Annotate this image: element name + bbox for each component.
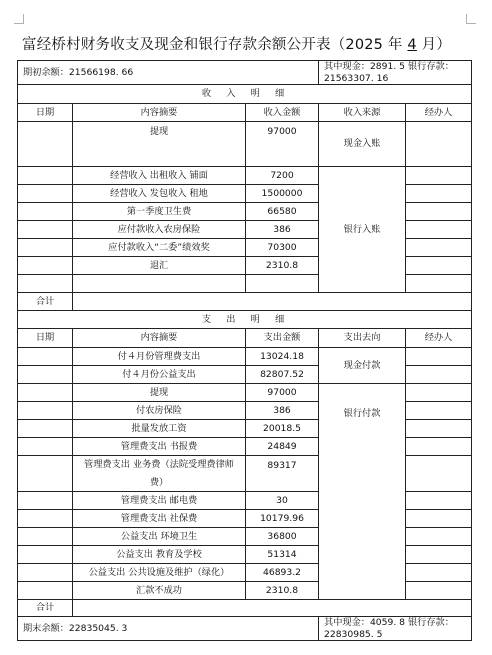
income-amount: 386 <box>246 221 319 239</box>
expense-handler-cell <box>406 384 472 402</box>
opening-balance-row <box>18 61 472 85</box>
income-handler-cell <box>406 257 472 275</box>
income-date-cell <box>18 122 73 167</box>
income-summary: 经营收入 发包收入 租地 <box>73 185 246 203</box>
income-col-summary: 内容摘要 <box>73 104 246 122</box>
expense-handler-cell <box>406 582 472 600</box>
income-handler-cell <box>406 221 472 239</box>
income-handler-cell <box>406 122 472 167</box>
finance-table <box>17 60 472 641</box>
income-summary: 退汇 <box>73 257 246 275</box>
income-source-cash: 现金入账 <box>319 122 406 167</box>
income-date-cell <box>18 239 73 257</box>
expense-date-cell <box>18 564 73 582</box>
expense-date-cell <box>18 492 73 510</box>
expense-date-cell <box>18 528 73 546</box>
income-row <box>18 167 472 185</box>
page-corner-mark-left <box>14 14 24 24</box>
income-date-cell <box>18 203 73 221</box>
income-date-cell <box>18 167 73 185</box>
expense-row <box>18 384 472 402</box>
expense-amount: 386 <box>246 402 319 420</box>
expense-handler-cell <box>406 564 472 582</box>
income-date-cell <box>18 257 73 275</box>
expense-handler-cell <box>406 456 472 492</box>
income-date-cell <box>18 221 73 239</box>
expense-summary: 管理费支出 邮电费 <box>73 492 246 510</box>
document-title <box>22 33 482 54</box>
expense-date-cell <box>18 456 73 492</box>
expense-date-cell <box>18 420 73 438</box>
expense-amount: 13024.18 <box>246 348 319 366</box>
income-total-row <box>18 293 472 311</box>
expense-handler-cell <box>406 420 472 438</box>
expense-summary: 付４月份公益支出 <box>73 366 246 384</box>
expense-summary: 汇款不成功 <box>73 582 246 600</box>
expense-date-cell <box>18 546 73 564</box>
income-summary: 第一季度卫生费 <box>73 203 246 221</box>
expense-handler-cell <box>406 402 472 420</box>
income-amount: 70300 <box>246 239 319 257</box>
expense-handler-cell <box>406 366 472 384</box>
income-handler-cell <box>406 203 472 221</box>
income-total-label: 合计 <box>18 293 73 311</box>
title-suffix: 月） <box>421 37 452 53</box>
income-col-amount: 收入金额 <box>246 104 319 122</box>
expense-date-cell <box>18 348 73 366</box>
income-col-source: 收入来源 <box>319 104 406 122</box>
income-summary: 提现 <box>73 122 246 167</box>
expense-col-amount: 支出金额 <box>246 329 319 348</box>
expense-amount: 2310.8 <box>246 582 319 600</box>
opening-balance: 期初余额：21566198. 66 <box>18 61 319 85</box>
title-prefix: 富经桥村财务收支及现金和银行存款余额公开表（2025 年 <box>22 37 403 53</box>
expense-amount: 82807.52 <box>246 366 319 384</box>
income-date-cell <box>18 275 73 293</box>
expense-total-row <box>18 600 472 617</box>
expense-summary: 提现 <box>73 384 246 402</box>
expense-amount: 24849 <box>246 438 319 456</box>
expense-dest-cash: 现金付款 <box>319 348 406 384</box>
expense-col-handler: 经办人 <box>406 329 472 348</box>
expense-section-row <box>18 311 472 329</box>
income-source-bank: 银行入账 <box>319 167 406 293</box>
expense-total-value <box>73 600 472 617</box>
expense-total-label: 合计 <box>18 600 73 617</box>
income-handler-cell <box>406 239 472 257</box>
income-col-handler: 经办人 <box>406 104 472 122</box>
expense-handler-cell <box>406 438 472 456</box>
expense-date-cell <box>18 438 73 456</box>
income-col-date: 日期 <box>18 104 73 122</box>
expense-handler-cell <box>406 492 472 510</box>
expense-header-row <box>18 329 472 348</box>
expense-summary: 公益支出 环境卫生 <box>73 528 246 546</box>
opening-cash-bank: 其中现金：2891. 5 银行存款：21563307. 16 <box>319 61 472 85</box>
expense-handler-cell <box>406 528 472 546</box>
expense-dest-bank: 银行付款 <box>319 384 406 600</box>
income-handler-cell <box>406 275 472 293</box>
expense-amount: 46893.2 <box>246 564 319 582</box>
expense-amount: 89317 <box>246 456 319 492</box>
income-row <box>18 122 472 167</box>
income-summary: 应付款收入农房保险 <box>73 221 246 239</box>
closing-cash-bank: 其中现金：4059. 8 银行存款：22830985. 5 <box>319 617 472 641</box>
income-date-cell <box>18 185 73 203</box>
income-amount: 97000 <box>246 122 319 167</box>
expense-handler-cell <box>406 348 472 366</box>
expense-col-date: 日期 <box>18 329 73 348</box>
expense-summary: 批量发放工资 <box>73 420 246 438</box>
income-amount: 1500000 <box>246 185 319 203</box>
income-summary: 经营收入 出租收入 铺面 <box>73 167 246 185</box>
income-amount: 66580 <box>246 203 319 221</box>
expense-summary: 管理费支出 业务费（法院受理费律师费） <box>73 456 246 492</box>
expense-amount: 36800 <box>246 528 319 546</box>
expense-section-title: 支 出 明 细 <box>18 311 472 329</box>
expense-amount: 10179.96 <box>246 510 319 528</box>
expense-col-destination: 支出去向 <box>319 329 406 348</box>
expense-amount: 30 <box>246 492 319 510</box>
income-header-row <box>18 104 472 122</box>
closing-balance: 期末余额：22835045. 3 <box>18 617 319 641</box>
expense-col-summary: 内容摘要 <box>73 329 246 348</box>
income-amount <box>246 275 319 293</box>
expense-date-cell <box>18 510 73 528</box>
title-month: 4 <box>407 37 417 53</box>
income-handler-cell <box>406 167 472 185</box>
expense-summary: 管理费支出 书报费 <box>73 438 246 456</box>
expense-amount: 97000 <box>246 384 319 402</box>
expense-summary: 付４月份管理费支出 <box>73 348 246 366</box>
income-section-title: 收 入 明 细 <box>18 85 472 104</box>
income-summary: 应付款收入“二委”绩效奖 <box>73 239 246 257</box>
expense-summary: 付农房保险 <box>73 402 246 420</box>
expense-summary: 公益支出 公共设施及维护（绿化） <box>73 564 246 582</box>
expense-handler-cell <box>406 510 472 528</box>
expense-summary: 公益支出 教育及学校 <box>73 546 246 564</box>
income-summary <box>73 275 246 293</box>
income-handler-cell <box>406 185 472 203</box>
income-amount: 2310.8 <box>246 257 319 275</box>
expense-date-cell <box>18 384 73 402</box>
expense-row <box>18 348 472 366</box>
expense-date-cell <box>18 402 73 420</box>
expense-date-cell <box>18 366 73 384</box>
expense-date-cell <box>18 582 73 600</box>
closing-balance-row <box>18 617 472 641</box>
expense-summary: 管理费支出 社保费 <box>73 510 246 528</box>
income-total-value <box>73 293 472 311</box>
income-section-row <box>18 85 472 104</box>
page-corner-mark-right <box>466 14 476 24</box>
expense-amount: 51314 <box>246 546 319 564</box>
expense-handler-cell <box>406 546 472 564</box>
income-amount: 7200 <box>246 167 319 185</box>
expense-amount: 20018.5 <box>246 420 319 438</box>
